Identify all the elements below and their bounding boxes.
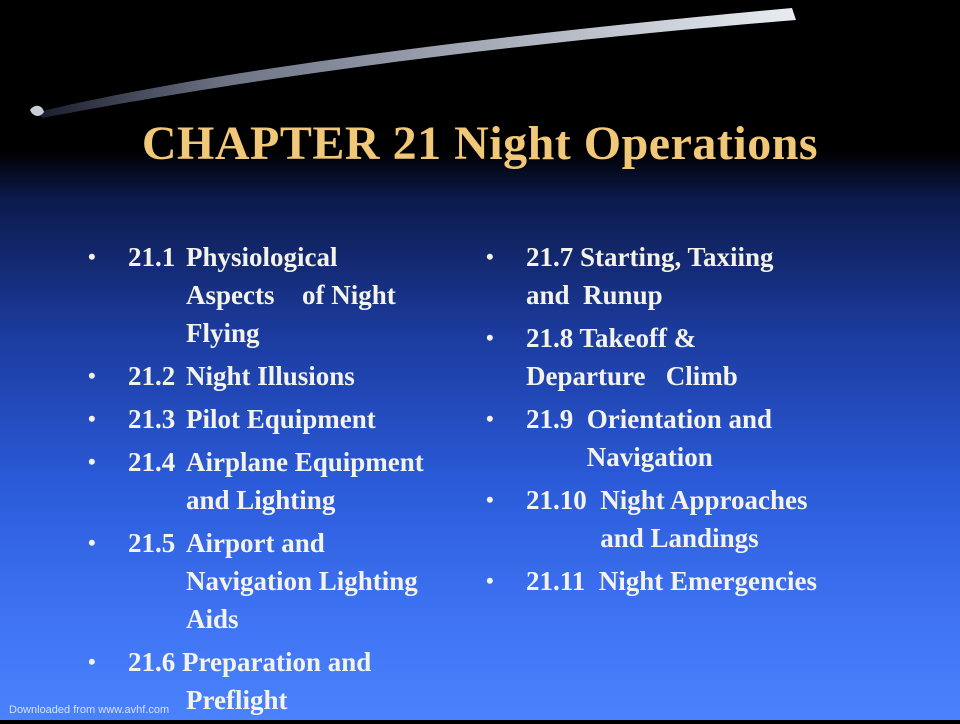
- list-item-text: 21.2 Night Illusions: [128, 361, 355, 391]
- list-item-text: 21.4 Airplane Equipment and Lighting: [128, 447, 424, 515]
- bullet-icon: •: [486, 406, 494, 431]
- list-item-text: 21.11 Night Emergencies: [526, 566, 817, 596]
- list-item-text: 21.10 Night Approaches and Landings: [526, 485, 808, 553]
- list-item: [88, 443, 480, 519]
- list-item-text: 21.8 Takeoff & Departure Climb: [526, 323, 738, 391]
- list-item: [486, 562, 906, 600]
- list-item-text: 21.6 Preparation and Preflight: [128, 647, 372, 715]
- bullet-icon: •: [88, 449, 96, 474]
- list-item: [486, 481, 906, 557]
- bullet-icon: •: [486, 568, 494, 593]
- slide-title: CHAPTER 21 Night Operations: [141, 117, 819, 170]
- list-item: [486, 238, 906, 314]
- bullet-icon: •: [88, 244, 96, 269]
- list-item-text: 21.3 Pilot Equipment: [128, 404, 376, 434]
- list-item: [88, 357, 480, 395]
- list-item: [88, 238, 480, 352]
- right-topic-list: [486, 238, 906, 605]
- bullet-icon: •: [486, 244, 494, 269]
- list-item: [88, 400, 480, 438]
- bullet-icon: •: [486, 325, 494, 350]
- bullet-icon: •: [88, 530, 96, 555]
- list-item: [486, 400, 906, 476]
- bullet-icon: •: [88, 363, 96, 388]
- list-item-text: 21.9 Orientation and Navigation: [526, 404, 773, 472]
- list-item-text: 21.1 Physiological Aspects of Night Flying: [128, 242, 396, 348]
- bullet-icon: •: [88, 649, 96, 674]
- list-item: [486, 319, 906, 395]
- list-item-text: 21.7 Starting, Taxiing and Runup: [526, 242, 774, 310]
- bullet-icon: •: [486, 487, 494, 512]
- comet-swoosh-decoration: [0, 0, 960, 130]
- download-source-footer: Downloaded from www.avhf.com: [9, 704, 170, 716]
- list-item: [88, 524, 480, 638]
- list-item-text: 21.5 Airport and Navigation Lighting Aids: [128, 528, 418, 634]
- bullet-icon: •: [88, 406, 96, 431]
- left-topic-list: [88, 238, 480, 724]
